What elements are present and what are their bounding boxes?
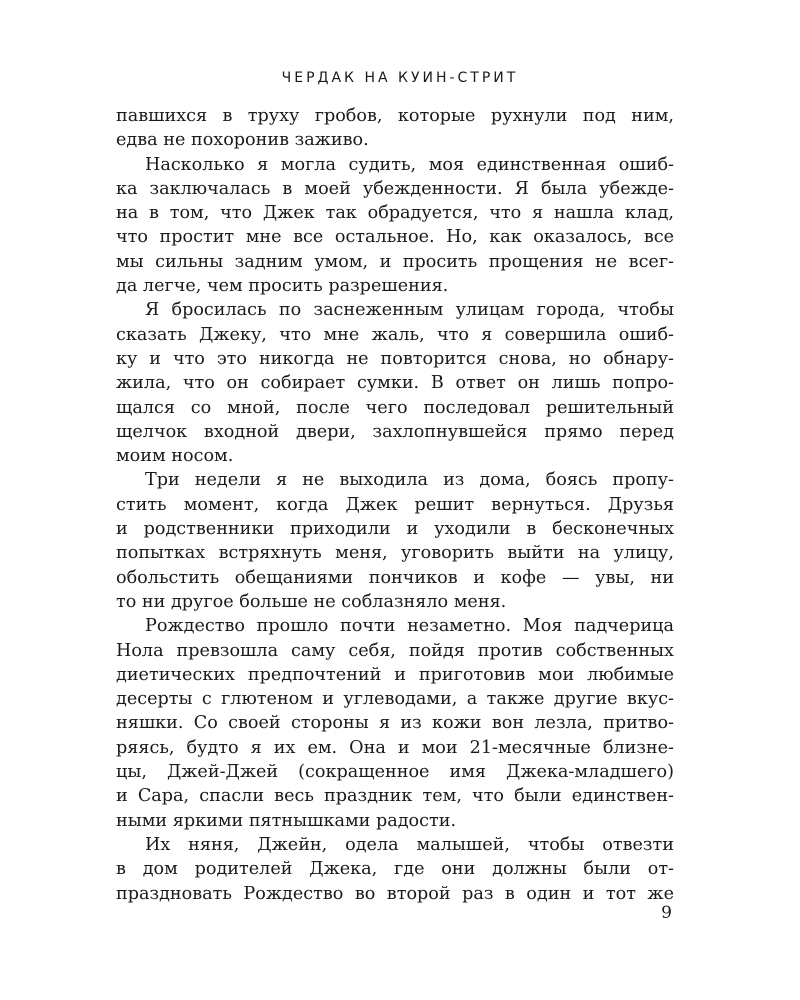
text-line: ка заключалась в моей убежденности. Я была убежде- bbox=[116, 178, 674, 199]
text-line: и родственники приходили и уходили в бесконечных bbox=[116, 519, 674, 540]
text-line: в дом родителей Джека, где они должны были от- bbox=[116, 859, 674, 880]
text-line: то ни другое больше не соблазняло меня. bbox=[116, 591, 507, 612]
body-text bbox=[116, 104, 674, 906]
text-line: Я бросилась по заснеженным улицам города, чтобы bbox=[145, 300, 674, 321]
text-line: и Сара, спасли весь праздник тем, что были единствен- bbox=[116, 786, 674, 807]
text-line: цы, Джей-Джей (сокращенное имя Джека-младшего) bbox=[116, 762, 674, 783]
text-line: десерты с глютеном и углеводами, а также другие вкус- bbox=[116, 689, 674, 710]
text-line: ку и что это никогда не повторится снова, но обнару- bbox=[116, 348, 674, 369]
text-line: попытках встряхнуть меня, уговорить выйти на улицу, bbox=[116, 543, 674, 564]
text-line: няшки. Со своей стороны я из кожи вон лезла, притво- bbox=[116, 713, 674, 734]
text-line: на в том, что Джек так обрадуется, что я нашла клад, bbox=[116, 203, 674, 224]
text-line: едва не похоронив заживо. bbox=[116, 130, 369, 151]
text-line: Рождество прошло почти незаметно. Моя падчерица bbox=[145, 616, 674, 637]
text-line: праздновать Рождество во второй раз в один и тот же bbox=[116, 883, 674, 904]
text-line: мы сильны задним умом, и просить прощения не всег- bbox=[116, 251, 674, 272]
text-line: жила, что он собирает сумки. В ответ он лишь попро- bbox=[116, 373, 674, 394]
running-head: ЧЕРДАК НА КУИН-СТРИТ bbox=[281, 70, 519, 86]
text-line: диетических предпочтений и приготовив мои любимые bbox=[116, 664, 674, 685]
text-line: щался со мной, после чего последовал решительный bbox=[116, 397, 674, 418]
text-line: стить момент, когда Джек решит вернуться. Друзья bbox=[116, 494, 674, 515]
text-line: павшихся в труху гробов, которые рухнули под ним, bbox=[116, 106, 674, 126]
text-line: Насколько я могла судить, моя единственная ошиб- bbox=[145, 154, 674, 175]
text-line: щелчок входной двери, захлопнувшейся прямо перед bbox=[116, 421, 674, 442]
text-line: сказать Джеку, что мне жаль, что я совершила ошиб- bbox=[116, 324, 674, 345]
text-line: Три недели я не выходила из дома, боясь пропу- bbox=[145, 470, 674, 491]
text-line: ными яркими пятнышками радости. bbox=[116, 810, 457, 831]
text-line: что простит мне все остальное. Но, как оказалось, все bbox=[116, 227, 674, 248]
text-line: ряясь, будто я их ем. Она и мои 21-месячные близне- bbox=[116, 737, 674, 758]
page-number: 9 bbox=[661, 903, 672, 923]
text-line: обольстить обещаниями пончиков и кофе — увы, ни bbox=[116, 567, 674, 588]
text-line: да легче, чем просить разрешения. bbox=[116, 276, 449, 297]
text-line: моим носом. bbox=[116, 446, 234, 467]
text-line: Нола превзошла саму себя, пойдя против собственных bbox=[116, 640, 674, 661]
text-line: Их няня, Джейн, одела малышей, чтобы отвезти bbox=[145, 834, 674, 855]
